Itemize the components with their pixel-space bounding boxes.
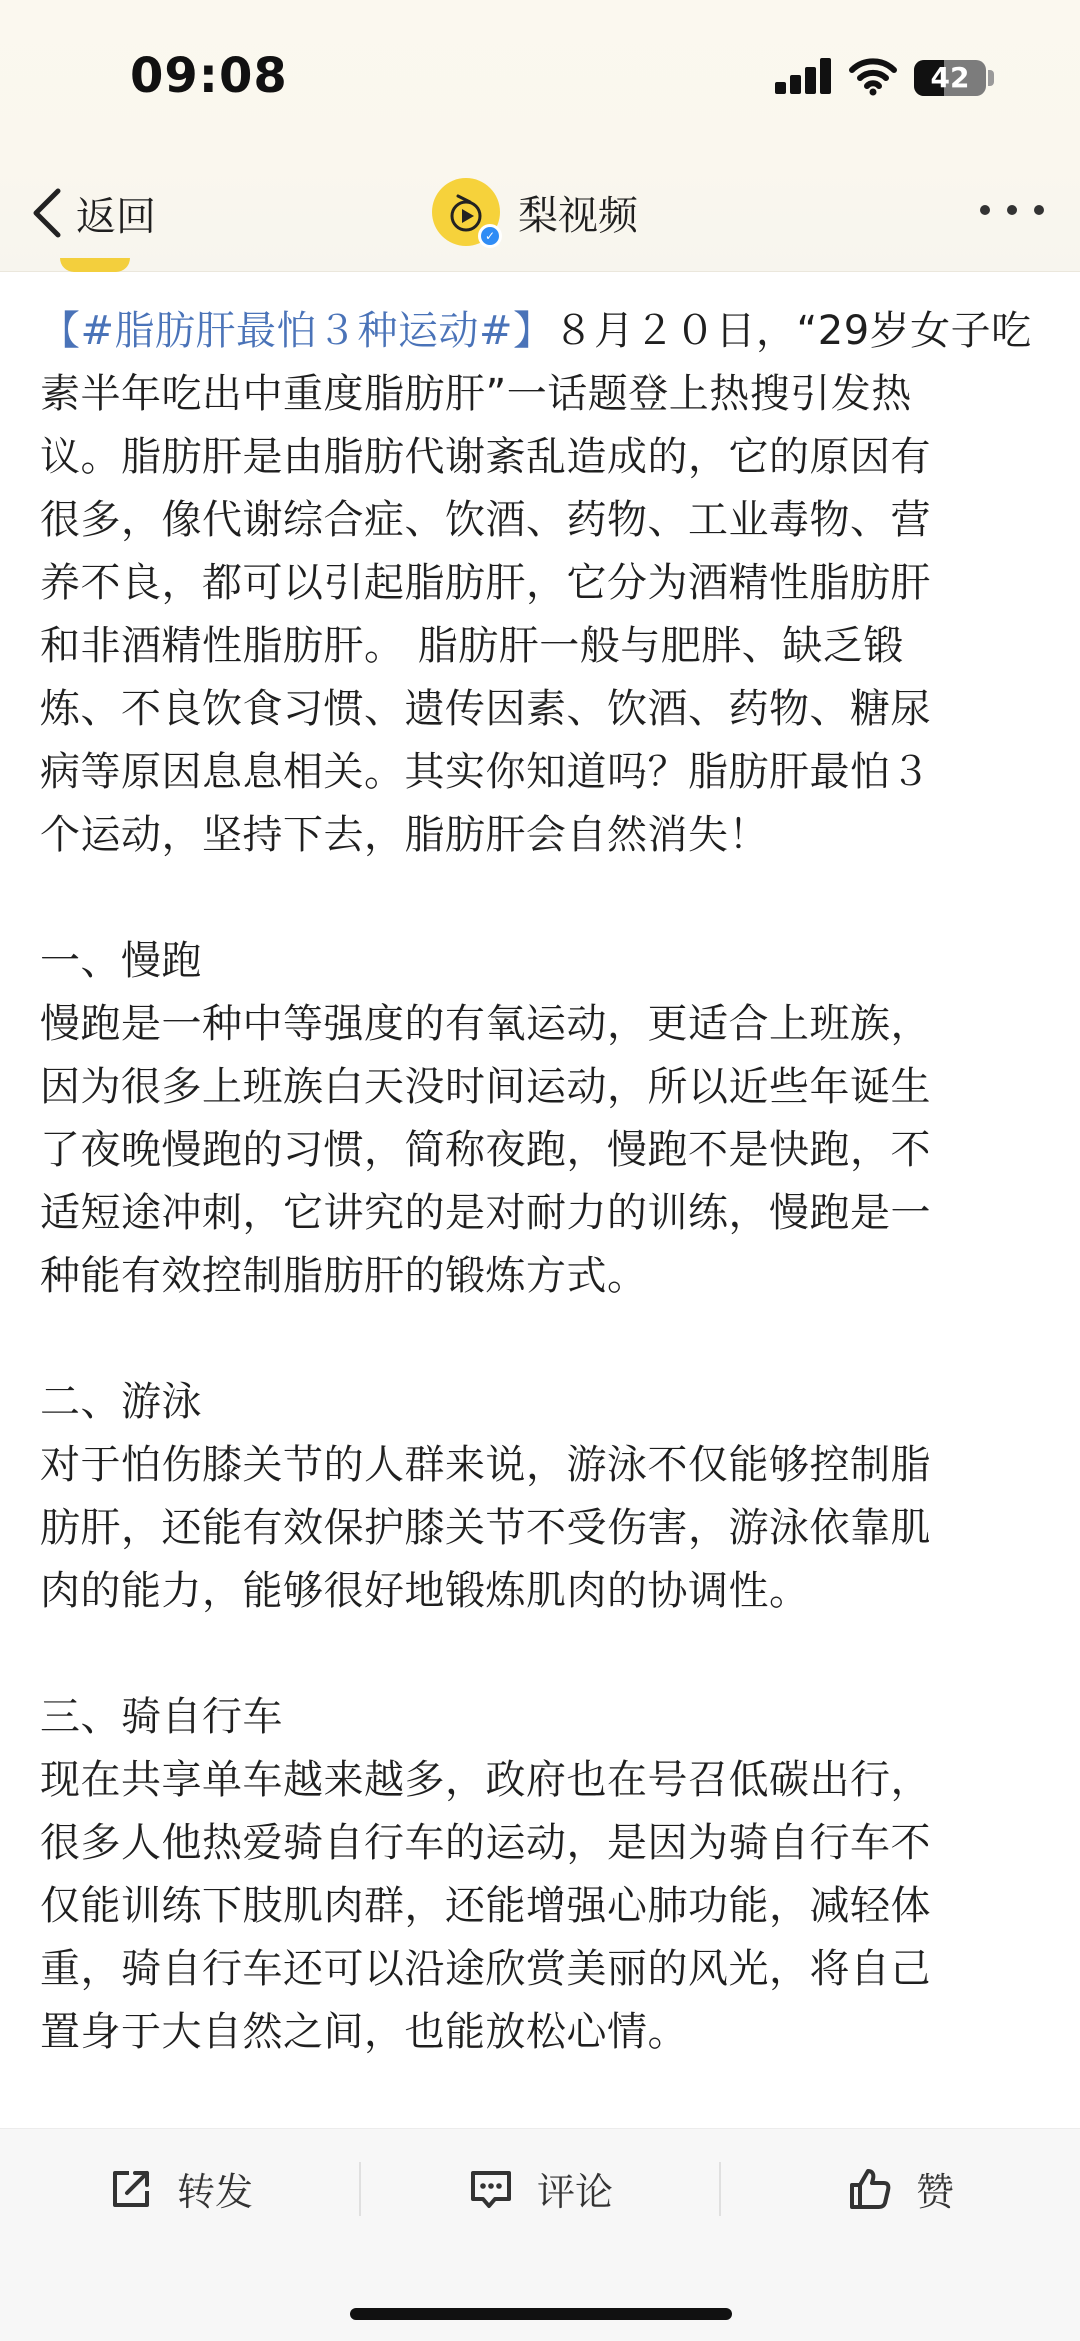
battery-cap	[988, 70, 994, 86]
article-line: 现在共享单车越来越多，政府也在号召低碳出行，	[40, 1757, 931, 1803]
hashtag-link[interactable]: 【#脂肪肝最怕３种运动#】	[40, 308, 554, 354]
paragraph-gap	[40, 867, 1040, 930]
article-line: 适短途冲刺，它讲究的是对耐力的训练，慢跑是一	[40, 1190, 931, 1236]
like-button[interactable]	[720, 2129, 1080, 2248]
article-line: 因为很多上班族白天没时间运动，所以近些年诞生	[40, 1064, 931, 1110]
back-button[interactable]	[28, 178, 156, 248]
article-line: 养不良，都可以引起脂肪肝，它分为酒精性脂肪肝	[40, 560, 931, 606]
article-line: 仅能训练下肢肌肉群，还能增强心肺功能，减轻体	[40, 1883, 931, 1929]
article-line: 和非酒精性脂肪肝。 脂肪肝一般与肥胖、缺乏锻	[40, 623, 904, 669]
article-line: 肪肝，还能有效保护膝关节不受伤害，游泳依靠肌	[40, 1505, 931, 1551]
article-line: 一、慢跑	[40, 938, 202, 984]
battery-percent: 42	[930, 61, 970, 94]
action-divider	[359, 2162, 361, 2216]
thumbs-up-icon	[846, 2165, 894, 2213]
article-line: 肉的能力，能够很好地锻炼肌肉的协调性。	[40, 1568, 810, 1614]
article-line: 议。脂肪肝是由脂肪代谢紊乱造成的，它的原因有	[40, 434, 931, 480]
more-options-icon[interactable]	[980, 190, 1044, 230]
status-time: 09:08	[130, 48, 288, 104]
article-line: 了夜晚慢跑的习惯，简称夜跑，慢跑不是快跑，不	[40, 1127, 931, 1173]
account-name: 梨视频	[518, 192, 638, 239]
like-label: 赞	[915, 2170, 954, 2214]
article-line: 炼、不良饮食习惯、遗传因素、饮酒、药物、糖尿	[40, 686, 931, 732]
article-line: 很多，像代谢综合症、饮酒、药物、工业毒物、营	[40, 497, 931, 543]
paragraph-gap	[40, 1623, 1040, 1686]
bottom-safe-area	[0, 2248, 1080, 2341]
home-indicator	[350, 2308, 732, 2320]
share-icon	[107, 2165, 155, 2213]
avatar[interactable]	[432, 178, 500, 246]
article-line: 素半年吃出中重度脂肪肝”一话题登上热搜引发热	[40, 371, 912, 417]
comment-label: 评论	[536, 2170, 613, 2214]
article-line: 种能有效控制脂肪肝的锻炼方式。	[40, 1253, 648, 1299]
repost-label: 转发	[176, 2170, 253, 2214]
article-line: 【#脂肪肝最怕３种运动#】８月２０日，“29岁女子吃	[40, 308, 1032, 354]
comment-button[interactable]	[360, 2129, 720, 2248]
repost-button[interactable]	[0, 2129, 360, 2248]
article-line: 重，骑自行车还可以沿途欣赏美丽的风光，将自己	[40, 1946, 931, 1992]
back-label: 返回	[76, 193, 156, 240]
account-header[interactable]	[432, 172, 638, 252]
article-line: 病等原因息息相关。其实你知道吗？脂肪肝最怕３	[40, 749, 931, 795]
article-line: 个运动，坚持下去，脂肪肝会自然消失！	[40, 812, 769, 858]
article-body	[40, 300, 1040, 2064]
comment-icon	[467, 2165, 515, 2213]
article-line: 很多人他热爱骑自行车的运动，是因为骑自行车不	[40, 1820, 931, 1866]
article-line: 对于怕伤膝关节的人群来说，游泳不仅能够控制脂	[40, 1442, 931, 1488]
nav-bar	[0, 160, 1080, 270]
verified-badge-icon: ✓	[478, 224, 502, 248]
author-avatar-peek	[60, 258, 130, 272]
status-bar	[0, 0, 1080, 150]
article-line: 三、骑自行车	[40, 1694, 283, 1740]
header	[0, 0, 1080, 272]
chevron-left-icon	[28, 185, 68, 241]
action-bar	[0, 2128, 1080, 2248]
battery-icon	[914, 60, 986, 96]
article-line: 置身于大自然之间，也能放松心情。	[40, 2009, 688, 2055]
action-divider	[719, 2162, 721, 2216]
paragraph-gap	[40, 1308, 1040, 1371]
article-line: 二、游泳	[40, 1379, 202, 1425]
article-line: 慢跑是一种中等强度的有氧运动，更适合上班族，	[40, 1001, 931, 1047]
wifi-icon	[848, 56, 898, 96]
cellular-signal-icon	[775, 58, 831, 94]
